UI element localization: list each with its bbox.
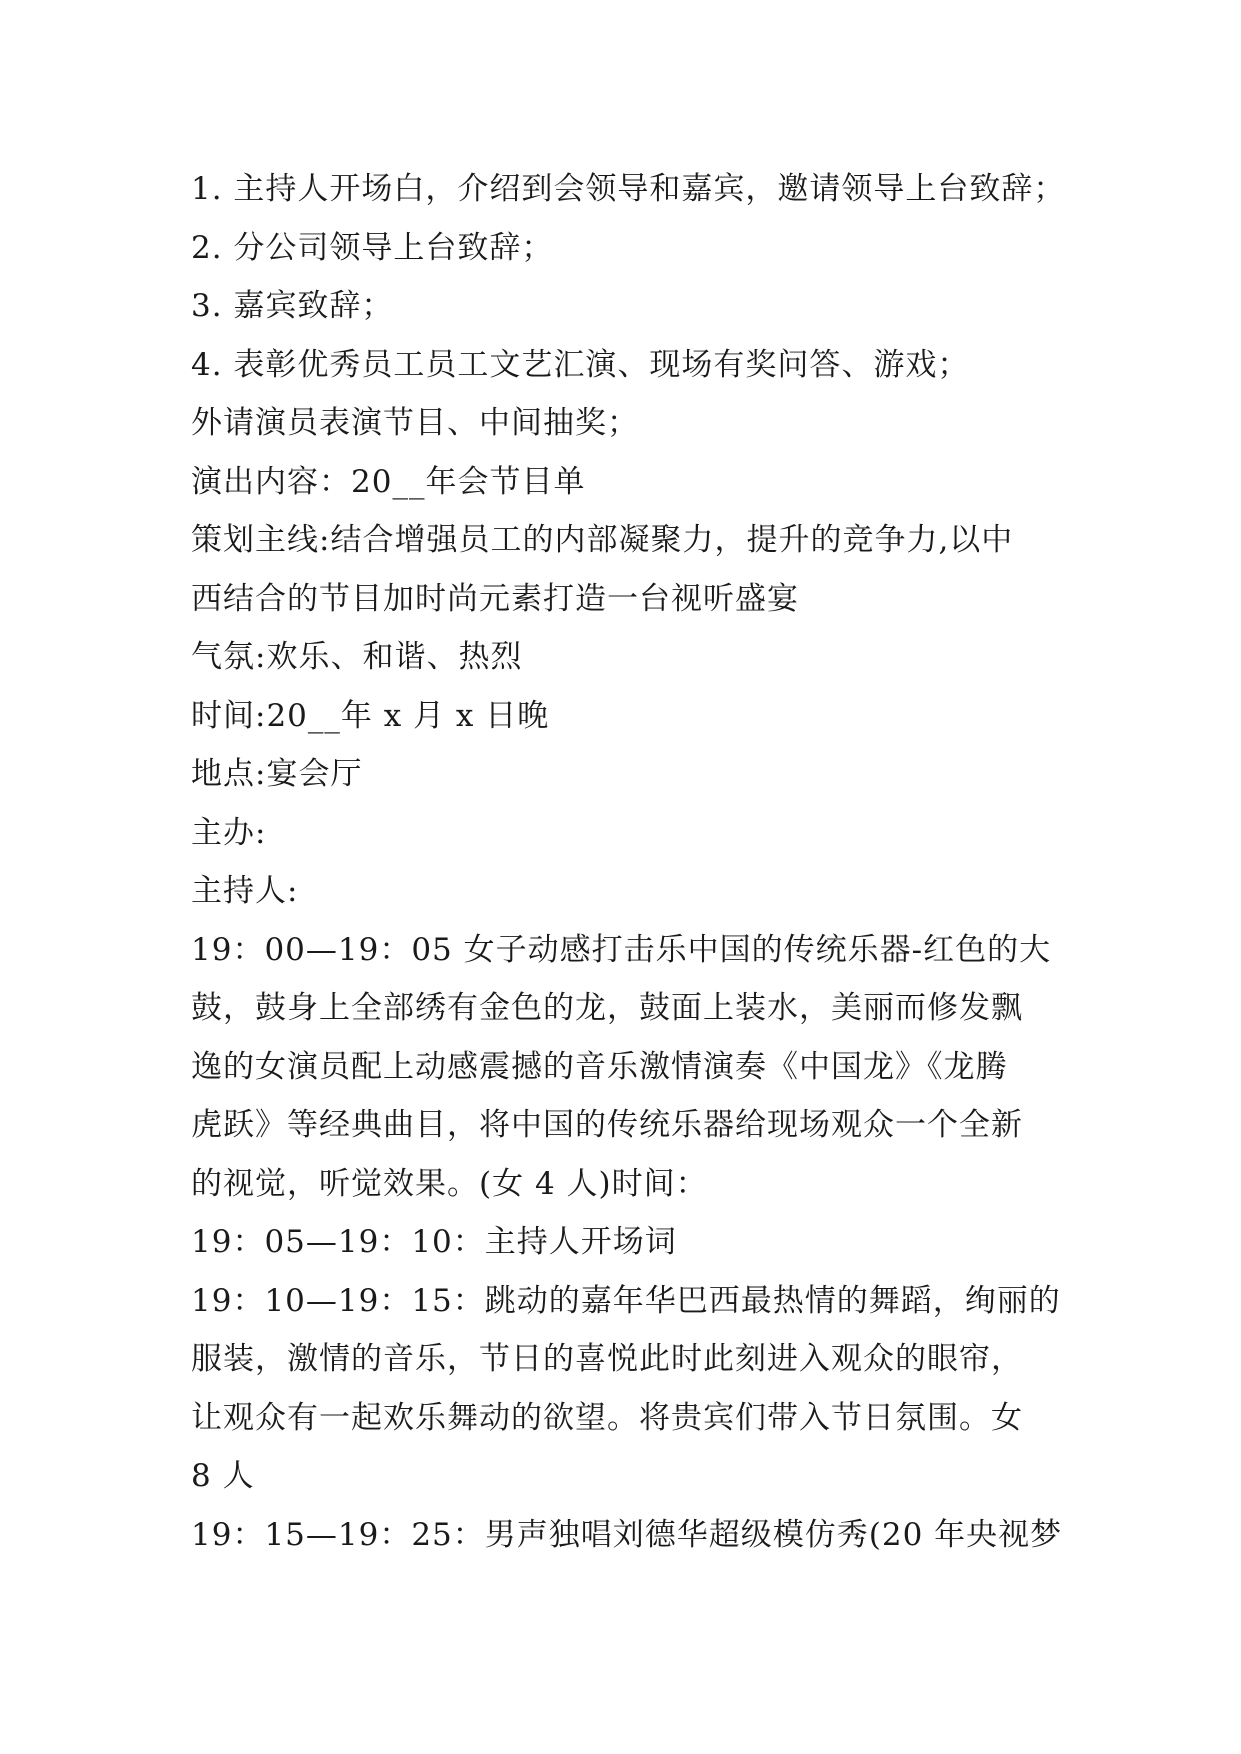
text-line: 4. 表彰优秀员工员工文艺汇演、现场有奖问答、游戏；: [191, 346, 970, 383]
text-line: 演出内容：20__年会节目单: [191, 463, 586, 500]
text-line: 地点:宴会厅: [191, 756, 363, 792]
text-line: 主办:: [191, 814, 267, 851]
text-line: 1. 主持人开场白，介绍到会领导和嘉宾，邀请领导上台致辞；: [191, 171, 1066, 207]
text-line: 西结合的节目加时尚元素打造一台视听盛宴: [191, 580, 799, 617]
text-line: 虎跃》等经典曲目，将中国的传统乐器给现场观众一个全新: [191, 1107, 1023, 1143]
text-line: 策划主线:结合增强员工的内部凝聚力，提升的竞争力,以中: [191, 522, 1014, 558]
text-line: 气氛:欢乐、和谐、热烈: [191, 639, 523, 675]
document-body: [191, 160, 1066, 1564]
text-line: 逸的女演员配上动感震撼的音乐激情演奏《中国龙》《龙腾: [191, 1048, 1008, 1085]
text-line: 2. 分公司领导上台致辞；: [191, 229, 554, 266]
text-line: 外请演员表演节目、中间抽奖；: [191, 405, 639, 441]
text-line: 时间:20__年 x 月 x 日晚: [191, 697, 550, 734]
text-line: 19：15—19：25：男声独唱刘德华超级模仿秀(20 年央视梦: [191, 1516, 1063, 1553]
text-line: 8 人: [191, 1458, 255, 1494]
text-line: 3. 嘉宾致辞；: [191, 288, 394, 324]
text-line: 19：10—19：15：跳动的嘉年华巴西最热情的舞蹈，绚丽的: [191, 1282, 1061, 1319]
text-line: 服装，激情的音乐，节日的喜悦此时此刻进入观众的眼帘，: [191, 1341, 1023, 1377]
text-line: 主持人:: [191, 873, 299, 909]
text-line: 鼓，鼓身上全部绣有金色的龙，鼓面上装水，美丽而修发飘: [191, 990, 1023, 1026]
text-line: 19：00—19：05 女子动感打击乐中国的传统乐器-红色的大: [191, 931, 1052, 968]
text-line: 让观众有一起欢乐舞动的欲望。将贵宾们带入节日氛围。女: [191, 1399, 1023, 1436]
text-line: 19：05—19：10：主持人开场词: [191, 1224, 677, 1260]
text-line: 的视觉，听觉效果。(女 4 人)时间：: [191, 1165, 708, 1202]
